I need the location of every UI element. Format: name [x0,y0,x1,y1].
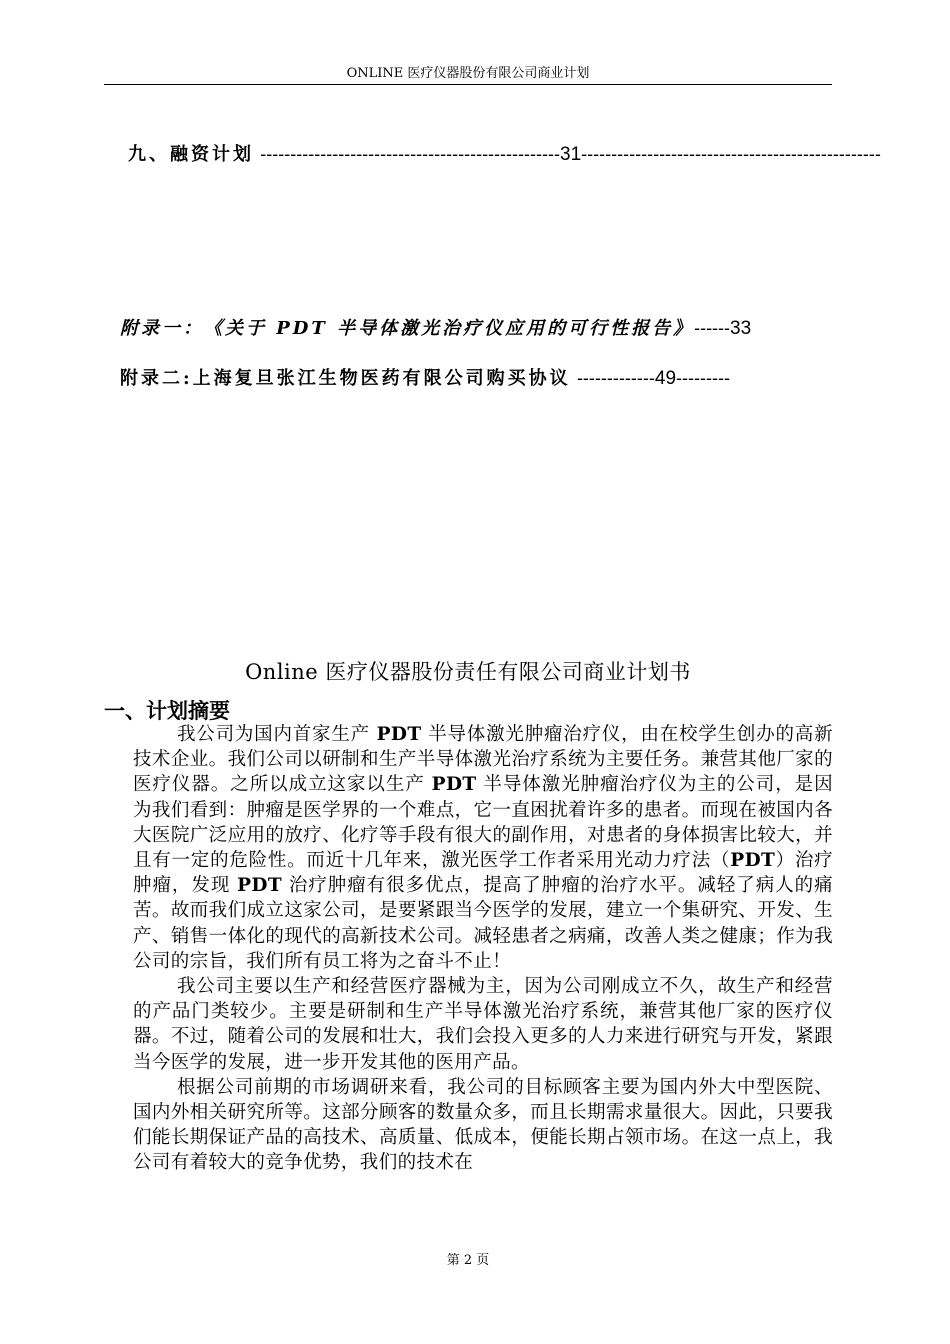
bold-term: PDT [730,850,776,872]
text-run: 治疗肿瘤有很多优点，提高了肿瘤的治疗水平。减轻了病人的痛苦。故而我们成立这家公司，是要紧跟当今医学的发展，建立一个集研究、开发、生产、销售一体化的现代的高新技术公司。减轻患者之病痛，改善人类之健康；作为我公司的宗旨，我们所有员工将为之奋斗不止！ [133,875,834,972]
bold-term: PDT [376,724,422,745]
body-text [133,722,833,1176]
toc-entry-appendix-1 [120,314,751,340]
bold-term: PDT [431,774,477,796]
paragraph-2: 我公司主要以生产和经营医疗器械为主，因为公司刚成立不久，故生产和经营的产品门类较少。主要是研制和生产半导体激光治疗系统，兼营其他厂家的医疗仪器。不过，随着公司的发展和壮大，我们会投入更多的人力来进行研究与开发，紧跟当今医学的发展，进一步开发其他的医用产品。 [133,976,833,1073]
text-run: ）治疗肿瘤，发现 [133,850,834,897]
toc-leader: --------- [676,368,730,388]
bold-term: PDT [237,875,283,897]
header-divider [104,84,832,85]
toc-label: 附录一：《关于 PDT 半导体激光治疗仪应用的可行性报告》 [120,318,695,339]
running-header: ONLINE 医疗仪器股份有限公司商业计划 [346,66,590,81]
text-run: 半导体激光肿瘤治疗仪为主的公司，是因为我们看到：肿瘤是医学界的一个难点，它一直困扰着许多的患者。而现在被国内各大医院广泛应用的放疗、化疗等手段有很大的副作用，对患者的身体损害比较大，并且有一定的危险性。而近十几年来，激光医学工作者采用光动力疗法（ [133,774,833,872]
toc-page-number: 33 [730,318,752,339]
document-title: Online 医疗仪器股份责任有限公司商业计划书 [245,660,691,684]
paragraph-1 [133,722,833,974]
toc-page-number: 49 [654,368,677,389]
toc-label: 附录二:上海复旦张江生物医药有限公司购买协议 [120,368,571,389]
text-run: 半导体激光肿瘤治疗仪，由在校学生创办的高新技术企业。我们公司以研制和生产半导体激光治疗系统为主要任务。兼营其他厂家的医疗仪器。之所以成立这家以生产 [133,724,833,796]
text-run: 我公司为国内首家生产 [177,724,377,745]
section-heading: 一、计划摘要 [104,698,230,723]
toc-leader: ------ [694,318,731,338]
toc-leader: -------------------------------------------------- [581,144,881,164]
toc-leader: -------------------------------------------------- [260,144,560,164]
toc-label: 九、融资计划 [128,144,254,165]
toc-leader: ------------- [576,368,655,388]
paragraph-3: 根据公司前期的市场调研来看，我公司的目标顾客主要为国内外大中型医院、国内外相关研究所等。这部分顾客的数量众多，而且长期需求量很大。因此，只要我们能长期保证产品的高技术、高质量、低成本，便能长期占领市场。在这一点上，我公司有着较大的竞争优势，我们的技术在 [133,1076,833,1174]
toc-page-number: 31 [560,144,582,165]
toc-entry-appendix-2 [120,364,730,390]
toc-entry-financing-plan [128,140,881,166]
page-number: 第 2 页 [446,1253,490,1268]
